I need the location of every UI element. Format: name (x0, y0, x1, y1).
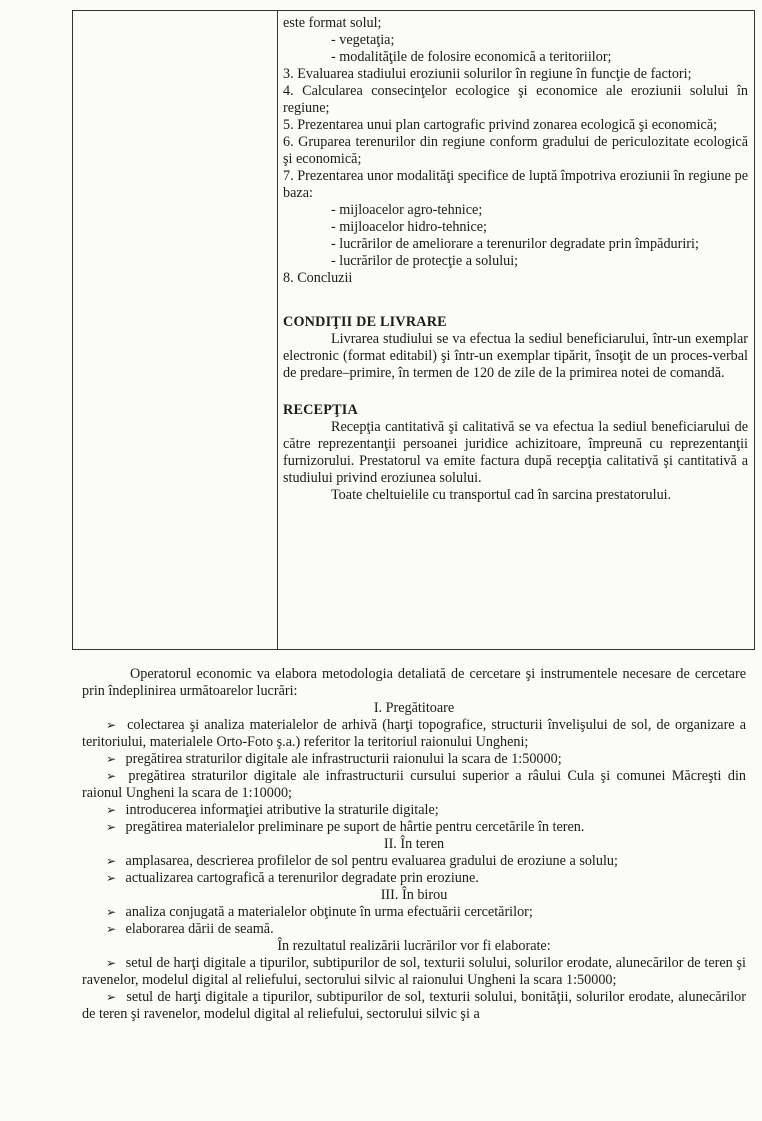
arrow-bullet-icon: ➢ (106, 803, 117, 817)
arrow-bullet-icon: ➢ (106, 990, 117, 1004)
requirement-line: - mijloacelor agro-tehnice; (331, 202, 483, 218)
arrow-bullet-icon: ➢ (106, 854, 117, 868)
requirements-list (283, 15, 748, 287)
requirement-line: - lucrărilor de ameliorare a terenurilor degradate prin împăduriri; (331, 236, 699, 252)
bullet-item (82, 768, 746, 802)
intro-paragraph: Operatorul economic va elabora metodologia detaliată de cercetare şi instrumentele necesare de cercetare prin îndeplinirea următoarelor lucrări: (82, 666, 746, 699)
arrow-bullet-icon: ➢ (106, 769, 117, 783)
bullet-item (82, 853, 746, 870)
bullet-text: pregătirea materialelor preliminare pe suport de hârtie pentru cercetările în teren. (122, 819, 585, 835)
bullet-text: colectarea şi analiza materialelor de arhivă (harţi topografice, structurii învelişului de sol, de organizare a teritoriului, materialele Orto-Foto ş.a.) referitor la teritoriul raionului Ungheni; (82, 717, 746, 750)
bullet-item (82, 904, 746, 921)
arrow-bullet-icon: ➢ (106, 718, 117, 732)
requirement-line: - vegetaţia; (331, 32, 395, 48)
requirement-line: - modalităţile de folosire economică a teritoriilor; (331, 49, 612, 65)
conditii-heading: CONDIŢII DE LIVRARE (283, 314, 447, 330)
table-right-column (278, 11, 754, 649)
arrow-bullet-icon: ➢ (106, 905, 117, 919)
receptia-text-transport: Toate cheltuielile cu transportul cad în sarcina prestatorului. (331, 487, 672, 503)
bullet-text: actualizarea cartografică a terenurilor degradate prin eroziune. (122, 870, 479, 886)
bullet-item (82, 921, 746, 938)
bullet-item (82, 819, 746, 836)
requirement-line: 6. Gruparea terenurilor din regiune conform gradului de periculozitate ecologică şi economică; (283, 134, 748, 167)
bullet-item (82, 717, 746, 751)
body-text (82, 666, 746, 1023)
requirement-line: este format solul; (283, 15, 382, 31)
arrow-bullet-icon: ➢ (106, 956, 117, 970)
section3-title: III. În birou (380, 887, 448, 903)
table-left-column (73, 11, 278, 649)
arrow-bullet-icon: ➢ (106, 922, 117, 936)
results-list (82, 955, 746, 1023)
receptia-text: Recepţia cantitativă şi calitativă se va efectua la sediul beneficiarului de către reprezentanţii persoanei juridice achizitoare, împreună cu reprezentanţii furnizorului. Prestatorul va emite factura după recepţia calitativă şi cantitativă a studiului privind eroziunea solului. (283, 419, 748, 486)
bullet-item (82, 955, 746, 989)
bullet-item (82, 751, 746, 768)
bullet-text: introducerea informaţiei atributive la straturile digitale; (122, 802, 439, 818)
specification-table (72, 10, 755, 650)
bullet-text: pregătirea straturilor digitale ale infrastructurii raionului la scara de 1:50000; (122, 751, 562, 767)
arrow-bullet-icon: ➢ (106, 871, 117, 885)
bullet-text: elaborarea dării de seamă. (122, 921, 274, 937)
requirement-line: 5. Prezentarea unui plan cartografic privind zonarea ecologică şi economică; (283, 117, 718, 133)
bullet-item (82, 989, 746, 1023)
bullet-text: pregătirea straturilor digitale ale infrastructurii cursului superior a râului Cula şi comunei Măcreşti din raionul Ungheni la scara de 1:10000; (82, 768, 746, 801)
bullet-text: analiza conjugată a materialelor obţinute în urma efectuării cercetărilor; (122, 904, 533, 920)
requirement-line: 4. Calcularea consecinţelor ecologice şi economice ale eroziunii solului în regiune; (283, 83, 748, 116)
section1-title: I. Pregătitoare (373, 700, 455, 716)
requirement-line: - mijloacelor hidro-tehnice; (331, 219, 488, 235)
requirement-line: 7. Prezentarea unor modalităţi specifice de luptă împotriva eroziunii în regiune pe baza: (283, 168, 748, 201)
bullet-item (82, 802, 746, 819)
requirement-line: - lucrărilor de protecţie a solului; (331, 253, 519, 269)
requirement-line: 8. Concluzii (283, 270, 353, 286)
conditii-text: Livrarea studiului se va efectua la sediul beneficiarului, într-un exemplar electronic (format editabil) şi într-un exemplar tipărit, însoţit de un proces-verbal de predare–primire, în termen de 120 de zile de la primirea notei de comandă. (283, 331, 748, 381)
bullet-text: setul de harţi digitale a tipurilor, subtipurilor de sol, texturii solului, bonităţii, solurilor erodate, alunecărilor de teren şi ravenelor, modelul digital al reliefului, sectorului silvic şi a (82, 989, 746, 1022)
section2-title: II. În teren (383, 836, 445, 852)
results-title: În rezultatul realizării lucrărilor vor fi elaborate: (277, 938, 551, 954)
section2-list (82, 853, 746, 887)
requirement-line: 3. Evaluarea stadiului eroziunii solurilor în regiune în funcţie de factori; (283, 66, 692, 82)
bullet-text: amplasarea, descrierea profilelor de sol pentru evaluarea gradului de eroziune a solulu; (122, 853, 618, 869)
receptia-heading: RECEPŢIA (283, 402, 358, 418)
bullet-text: setul de harţi digitale a tipurilor, subtipurilor de sol, texturii solului, solurilor erodate, alunecărilor de teren şi ravenelor, modelul digital al reliefului, sectorului silvic al raionului Ungheni la scara 1:50000; (82, 955, 746, 988)
arrow-bullet-icon: ➢ (106, 820, 117, 834)
arrow-bullet-icon: ➢ (106, 752, 117, 766)
section1-list (82, 717, 746, 836)
section3-list (82, 904, 746, 938)
bullet-item (82, 870, 746, 887)
